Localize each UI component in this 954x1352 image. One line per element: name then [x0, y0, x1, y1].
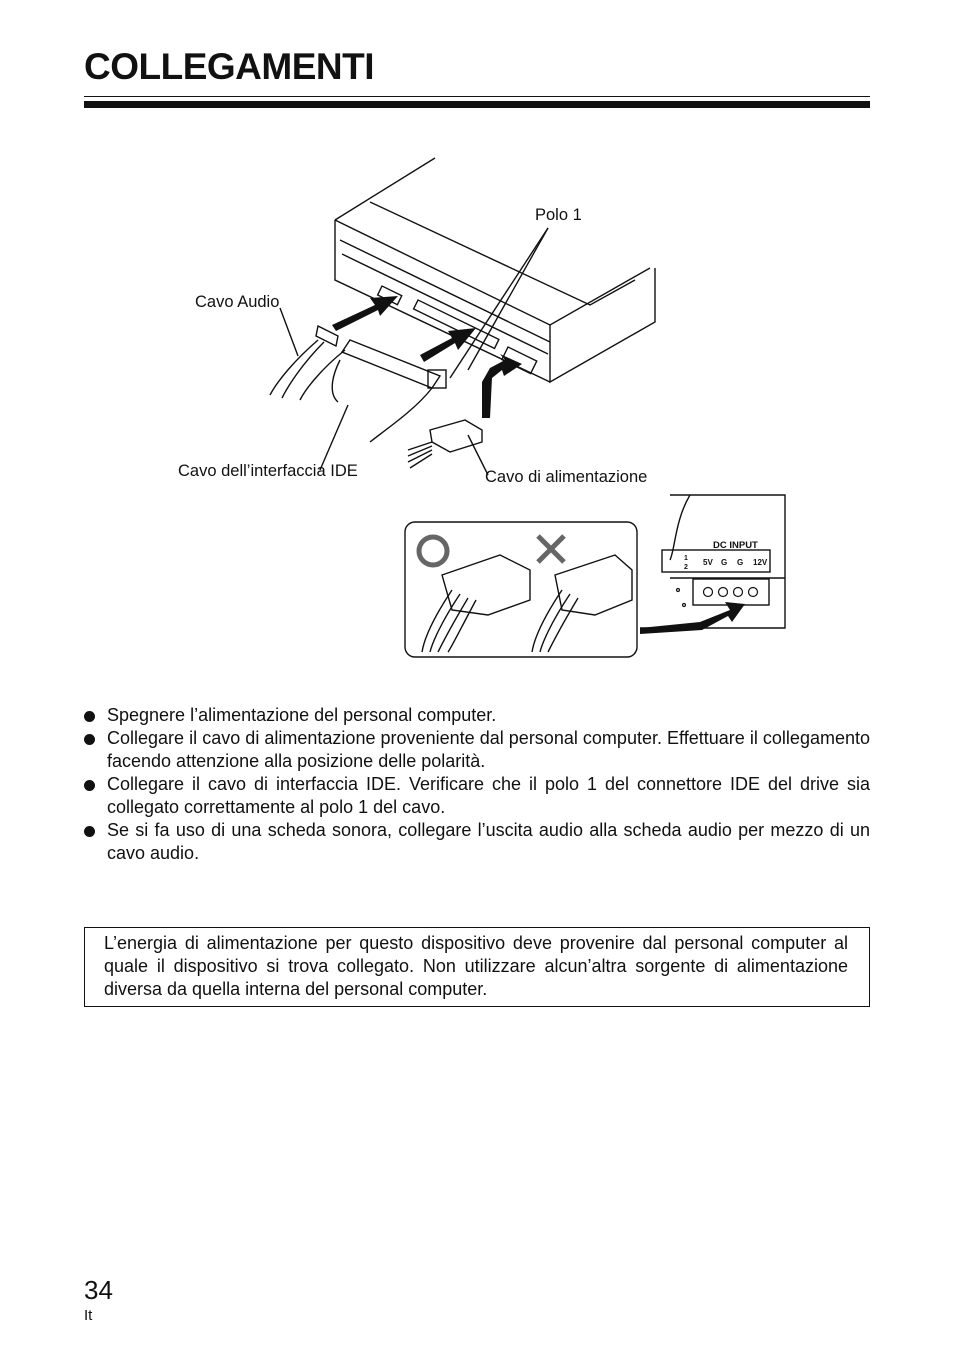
bullet-icon	[84, 826, 95, 837]
list-item: Se si fa uso di una scheda sonora, collegare l’uscita audio alla scheda audio per mezzo di un cavo audio.	[84, 819, 870, 865]
list-item: Collegare il cavo di alimentazione proveniente dal personal computer. Effettuare il collegamento facendo attenzione alla posizione delle polarità.	[84, 727, 870, 773]
instruction-list	[84, 704, 870, 865]
bullet-icon	[84, 780, 95, 791]
connection-diagram-drawing	[170, 150, 810, 670]
power-note-text: L’energia di alimentazione per questo dispositivo deve provenire dal personal computer al quale il dispositivo si trova collegato. Non utilizzare alcun’altra sorgente di alimentazione diversa da quella interna del personal computer.	[104, 933, 848, 999]
power-note-box	[84, 927, 870, 1007]
page-number: 34	[84, 1275, 113, 1305]
pin-1-label: 1	[684, 555, 688, 562]
pin-g1-label: G	[721, 558, 728, 567]
page-title: COLLEGAMENTI	[84, 46, 374, 87]
bullet-icon	[84, 711, 95, 722]
list-item: Spegnere l’alimentazione del personal computer.	[84, 704, 870, 727]
title-rule-thin	[84, 96, 870, 97]
connection-diagram	[170, 150, 810, 670]
label-cavo-audio: Cavo Audio	[195, 293, 280, 311]
bullet-icon	[84, 734, 95, 745]
list-item: Collegare il cavo di interfaccia IDE. Verificare che il polo 1 del connettore IDE del drive sia collegato correttamente al polo 1 del cavo.	[84, 773, 870, 819]
language-code: It	[84, 1307, 93, 1324]
pin-g2-label: G	[737, 558, 744, 567]
title-rule-thick	[84, 101, 870, 108]
wrong-symbol	[538, 536, 564, 562]
correct-symbol	[419, 537, 447, 565]
label-cavo-alimentazione: Cavo di alimentazione	[485, 468, 648, 486]
pin-2-label: 2	[684, 564, 688, 571]
pin-12v-label: 12V	[753, 558, 768, 567]
pin-5v-label: 5V	[703, 558, 713, 567]
label-cavo-ide: Cavo dell’interfaccia IDE	[178, 462, 358, 480]
dc-input-label: DC INPUT	[713, 540, 758, 551]
label-polo1: Polo 1	[535, 206, 582, 224]
